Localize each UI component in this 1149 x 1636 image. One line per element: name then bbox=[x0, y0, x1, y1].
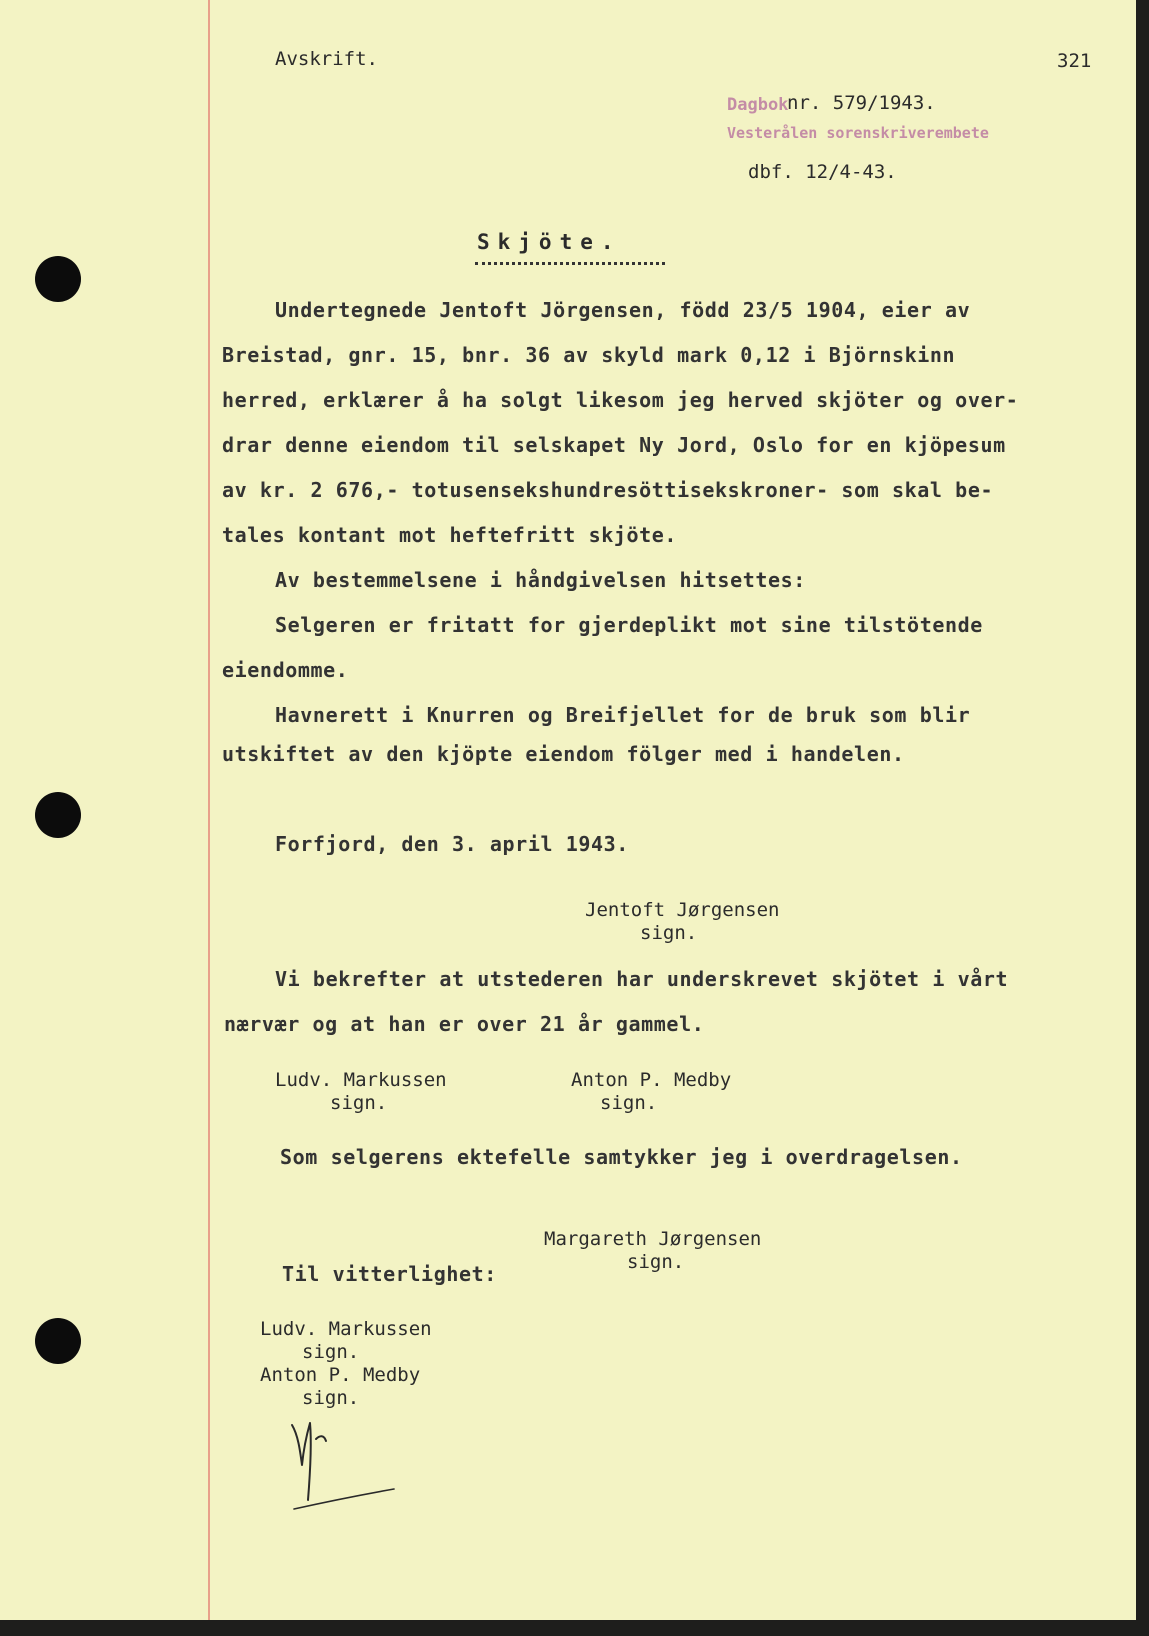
dbf-date: dbf. 12/4-43. bbox=[748, 161, 897, 183]
attestation-witness-sign: sign. bbox=[302, 1387, 360, 1409]
title-underline bbox=[475, 262, 665, 265]
witness-name: Ludv. Markussen bbox=[275, 1069, 447, 1091]
paragraph-line: eiendomme. bbox=[222, 658, 349, 682]
paragraph-line: Av bestemmelsene i håndgivelsen hitsettes: bbox=[275, 568, 806, 592]
punch-hole bbox=[35, 1318, 81, 1364]
paragraph-line: Selgeren er fritatt for gjerdeplikt mot sine tilstötende bbox=[275, 613, 983, 637]
attestation-witness-name: Ludv. Markussen bbox=[260, 1318, 432, 1340]
punch-hole bbox=[35, 256, 81, 302]
witness-sign: sign. bbox=[330, 1092, 388, 1114]
paragraph-line: Havnerett i Knurren og Breifjellet for de bruk som blir bbox=[275, 703, 971, 727]
attestation-label: Til vitterlighet: bbox=[282, 1262, 497, 1286]
paragraph-line: drar denne eiendom til selskapet Ny Jord, Oslo for en kjöpesum bbox=[222, 433, 1006, 457]
seller-sign: sign. bbox=[640, 922, 698, 944]
stamp-dagbok: Dagbok bbox=[727, 95, 789, 115]
paragraph-line: utskiftet av den kjöpte eiendom fölger med i handelen. bbox=[222, 742, 905, 766]
seller-name: Jentoft Jørgensen bbox=[585, 899, 780, 921]
witness-statement-line: Vi bekrefter at utstederen har underskrevet skjötet i vårt bbox=[275, 967, 1009, 991]
witness-name: Anton P. Medby bbox=[571, 1069, 732, 1091]
stamp-office: Vesterålen sorenskriverembete bbox=[727, 124, 989, 142]
margin-line bbox=[208, 0, 210, 1620]
handwritten-initials bbox=[290, 1405, 400, 1515]
copy-label: Avskrift. bbox=[275, 48, 378, 70]
attestation-witness-sign: sign. bbox=[302, 1341, 360, 1363]
paragraph-line: Undertegnede Jentoft Jörgensen, född 23/5 1904, eier av bbox=[275, 298, 971, 322]
paragraph-line: av kr. 2 676,- totusensekshundresöttisekskroner- som skal be- bbox=[222, 478, 994, 502]
place-date: Forfjord, den 3. april 1943. bbox=[275, 832, 629, 856]
dagbok-number: nr. 579/1943. bbox=[787, 92, 936, 114]
punch-hole bbox=[35, 792, 81, 838]
page-number: 321 bbox=[1057, 50, 1092, 72]
spouse-consent: Som selgerens ektefelle samtykker jeg i overdragelsen. bbox=[280, 1145, 963, 1169]
witness-sign: sign. bbox=[600, 1092, 658, 1114]
witness-statement-line: nærvær og at han er over 21 år gammel. bbox=[224, 1012, 705, 1036]
paragraph-line: herred, erklærer å ha solgt likesom jeg herved skjöter og over- bbox=[222, 388, 1019, 412]
document-title: Skjöte. bbox=[477, 230, 622, 254]
spouse-sign: sign. bbox=[627, 1251, 685, 1273]
paragraph-line: tales kontant mot heftefritt skjöte. bbox=[222, 523, 678, 547]
paragraph-line: Breistad, gnr. 15, bnr. 36 av skyld mark 0,12 i Björnskinn bbox=[222, 343, 956, 367]
attestation-witness-name: Anton P. Medby bbox=[260, 1364, 421, 1386]
spouse-name: Margareth Jørgensen bbox=[544, 1228, 762, 1250]
